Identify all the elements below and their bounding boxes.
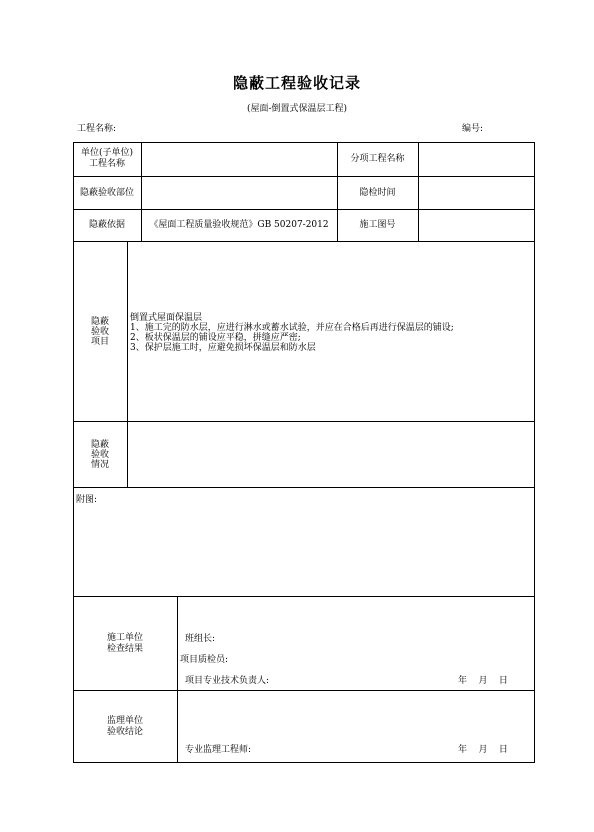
table-line (534, 142, 535, 763)
table-line (73, 762, 535, 763)
project-name-label: 工程名称: (77, 124, 117, 134)
basis-label: 隐蔽依据 (88, 220, 125, 230)
hidden-condition-label: 隐蔽 验收 情况 (90, 440, 109, 470)
hidden-part-label: 隐蔽验收部位 (79, 188, 134, 198)
table-line (73, 487, 535, 488)
supervisor-label: 专业监理工程师: (185, 745, 252, 755)
hidden-items-content: 倒置式屋面保温层 1、施工完的防水层，应进行淋水或蓄水试验，并应在合格后再进行保温层的铺设; 2、板状保温层的铺设应平稳，拼缝应严密; 3、保护层施工时，应避免损坏保温层和防水层 (130, 313, 454, 353)
page-title: 隐蔽工程验收记录 (232, 74, 361, 92)
table-line (73, 596, 535, 597)
number-label: 编号: (462, 124, 484, 134)
table-line (177, 596, 178, 762)
unit-name-label: 单位(子单位) 工程名称 (80, 148, 134, 169)
table-line (127, 241, 128, 487)
table-line (73, 209, 535, 210)
supervision-unit-label: 监理单位 验收结论 (106, 716, 143, 737)
table-line (73, 241, 535, 242)
inspection-time-label: 隐检时间 (359, 188, 396, 198)
table-line (73, 690, 535, 691)
subitem-name-label: 分项工程名称 (350, 154, 405, 164)
table-line (73, 142, 535, 143)
attachment-label: 附图: (76, 495, 98, 505)
construction-date: 年 月 日 (458, 676, 508, 686)
quality-inspector-label: 项目质检员: (180, 655, 229, 665)
basis-value: 《屋面工程质量验收规范》GB 50207-2012 (149, 220, 329, 230)
table-line (73, 176, 535, 177)
page-subtitle: (屋面-倒置式保温层工程) (246, 104, 348, 114)
drawing-number-label: 施工图号 (359, 220, 396, 230)
hidden-items-label: 隐蔽 验收 项目 (90, 317, 109, 347)
table-line (418, 142, 419, 241)
table-line (73, 421, 535, 422)
supervision-date: 年 月 日 (458, 745, 508, 755)
team-leader-label: 班组长: (185, 634, 216, 644)
construction-unit-label: 施工单位 检查结果 (106, 633, 143, 654)
tech-lead-label: 项目专业技术负责人: (185, 676, 270, 686)
